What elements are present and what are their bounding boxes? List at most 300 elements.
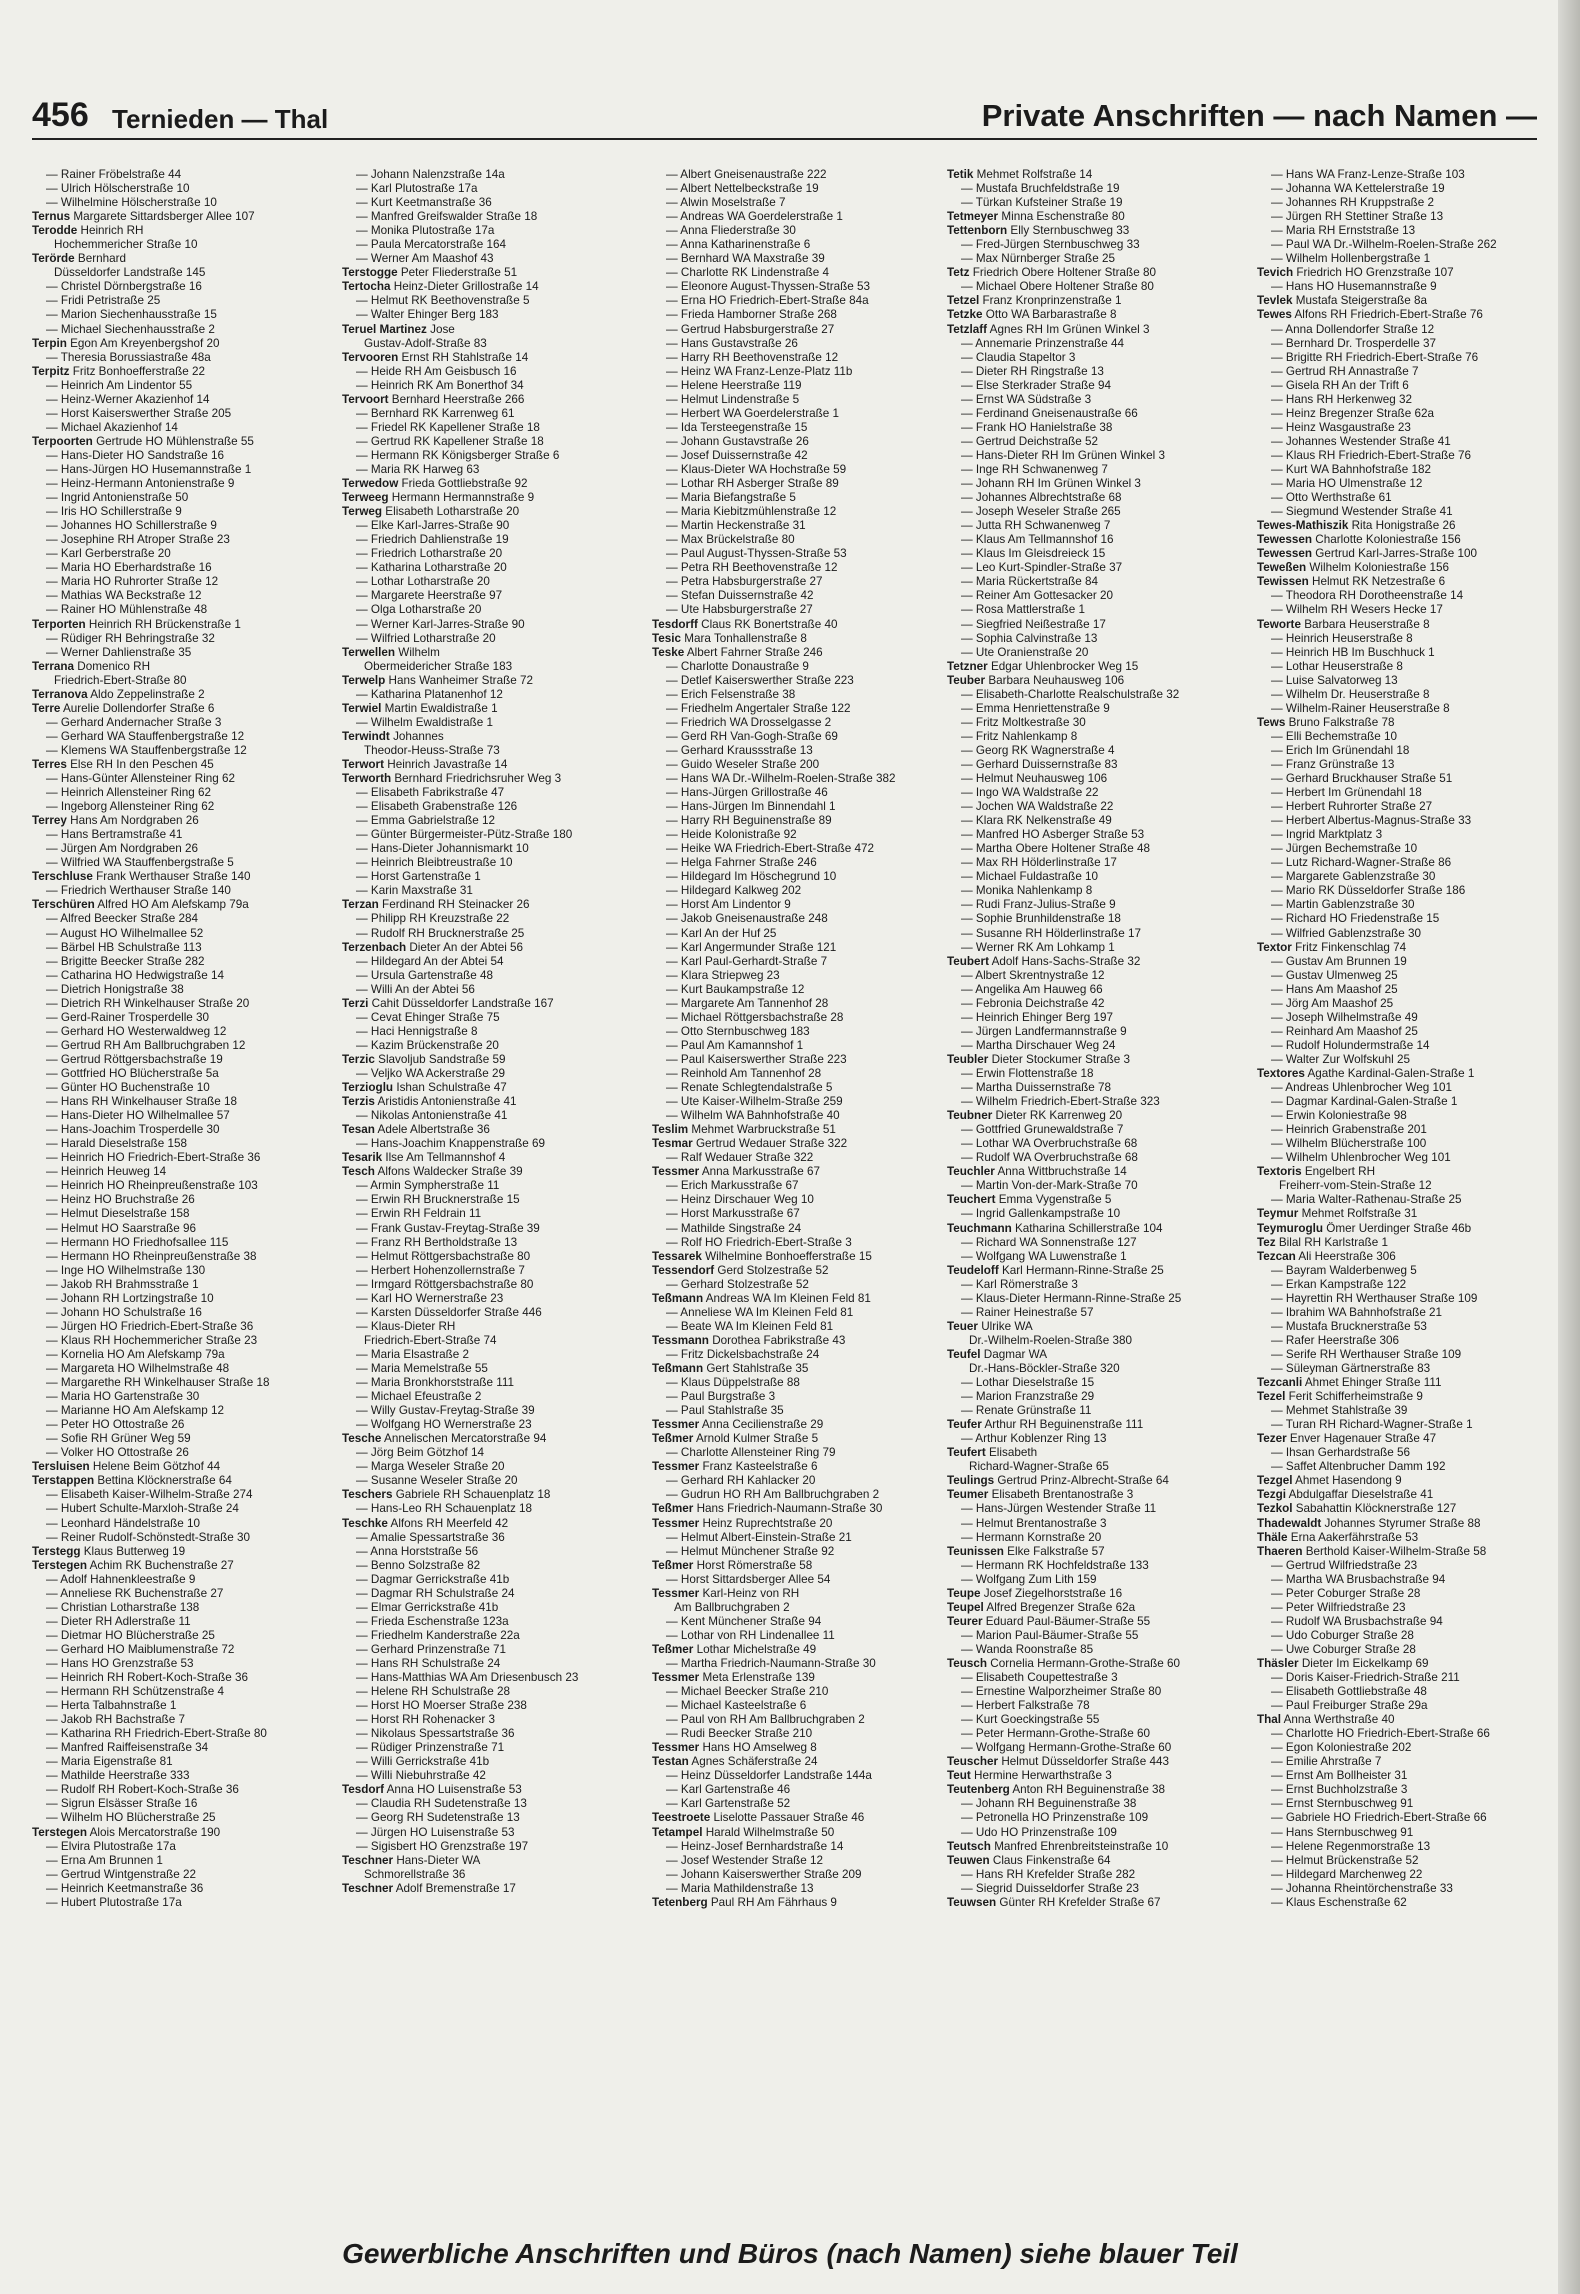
directory-entry: — Willi Niebuhrstraße 42	[356, 1769, 486, 1783]
directory-entry: — Walter Zur Wolfskuhl 25	[1271, 1052, 1410, 1066]
directory-entry: Tewes-Mathiszik Rita Honigstraße 26	[1257, 519, 1456, 533]
directory-entry: — Gerd-Rainer Trosperdelle 30	[46, 1010, 210, 1024]
directory-entry: — Gisela RH An der Trift 6	[1271, 378, 1409, 392]
directory-entry: — Frank HO Hanielstraße 38	[961, 420, 1113, 434]
directory-entry: — Günter HO Buchenstraße 10	[46, 1081, 210, 1095]
directory-entry: — Wanda Roonstraße 85	[961, 1642, 1094, 1656]
directory-entry: — Paul Am Kamannshof 1	[666, 1038, 804, 1052]
directory-entry: — Cevat Ehinger Straße 75	[356, 1010, 500, 1024]
directory-entry: — Olga Lotharstraße 20	[356, 603, 482, 617]
directory-entry: Gustav-Adolf-Straße 83	[364, 336, 487, 350]
directory-entry: — Margarete Heerstraße 97	[356, 589, 503, 603]
directory-entry: — Ernestine Walporzheimer Straße 80	[961, 1685, 1162, 1699]
directory-entry: Tetik Mehmet Rolfstraße 14	[947, 168, 1093, 181]
directory-entry: Tessmer Meta Erlenstraße 139	[652, 1671, 815, 1685]
directory-entry: — Nikolaus Spessartstraße 36	[356, 1727, 515, 1741]
directory-entry: — Hans-Leo RH Schauenplatz 18	[356, 1502, 533, 1516]
directory-entry: — Maria Kiebitzmühlenstraße 12	[666, 505, 837, 519]
directory-entry: — Andreas WA Goerdelerstraße 1	[666, 210, 843, 224]
directory-entry: — Rüdiger RH Behringstraße 32	[46, 631, 215, 645]
directory-entry: Tez Bilal RH Karlstraße 1	[1257, 1235, 1388, 1249]
directory-entry: — Heinz-Josef Bernhardstraße 14	[666, 1839, 844, 1853]
directory-entry: — Ute Habsburgerstraße 27	[666, 603, 813, 617]
directory-entry: — Hans-Joachim Knappenstraße 69	[356, 1137, 546, 1151]
directory-entry: Terstegen Alois Mercatorstraße 190	[32, 1825, 221, 1839]
directory-entry: Tetzel Franz Kronprinzenstraße 1	[947, 294, 1122, 308]
directory-entry: — Susanne RH Hölderlinstraße 17	[961, 926, 1141, 940]
directory-entry: — Erwin RH Feldrain 11	[356, 1207, 482, 1221]
directory-entry: — Ralf Wedauer Straße 322	[666, 1151, 814, 1165]
directory-entry: — Martha Friedrich-Naumann-Straße 30	[666, 1656, 876, 1670]
directory-entry: — Elisabeth-Charlotte Realschulstraße 32	[961, 687, 1180, 701]
directory-entry: — Elisabeth Gottliebstraße 48	[1271, 1685, 1427, 1699]
directory-entry: — Jochen WA Waldstraße 22	[961, 800, 1114, 814]
page-header	[32, 96, 1537, 140]
directory-entry: — Erich Felsenstraße 38	[666, 687, 796, 701]
directory-entry: — Egon Koloniestraße 202	[1271, 1741, 1412, 1755]
directory-entry: Terworth Bernhard Friedrichsruher Weg 3	[342, 772, 562, 786]
directory-entry: — Irmgard Röttgersbachstraße 80	[356, 1277, 534, 1291]
directory-entry: — Herbert Albertus-Magnus-Straße 33	[1271, 814, 1472, 828]
directory-entry: — Amalie Spessartstraße 36	[356, 1530, 505, 1544]
directory-entry: — Hans HO Grenzstraße 53	[46, 1656, 194, 1670]
directory-entry: — Dietmar HO Blücherstraße 25	[46, 1628, 215, 1642]
directory-entry: Düsseldorfer Landstraße 145	[54, 266, 206, 280]
directory-entry: — Heinz HO Bruchstraße 26	[46, 1193, 195, 1207]
directory-entry: — Margareta HO Wilhelmstraße 48	[46, 1361, 230, 1375]
directory-entry: Tesan Adele Albertstraße 36	[342, 1123, 490, 1137]
directory-entry: Textores Agathe Kardinal-Galen-Straße 1	[1257, 1067, 1475, 1080]
directory-entry: Teßmer Horst Römerstraße 58	[652, 1558, 813, 1572]
directory-entry: — Maria Memelstraße 55	[356, 1361, 488, 1375]
directory-entry: Teufel Dagmar WA	[947, 1347, 1048, 1361]
directory-entry: — Franz Grünstraße 13	[1271, 757, 1395, 771]
directory-entry: — Werner Karl-Jarres-Straße 90	[356, 617, 525, 631]
directory-entry: — Dieter RH Ringstraße 13	[961, 364, 1104, 378]
directory-entry: — Maria Bronkhorststraße 111	[356, 1376, 515, 1390]
directory-entry: — Friedrich Dahlienstraße 19	[356, 533, 509, 547]
directory-entry: — Brigitte Beecker Straße 282	[46, 954, 205, 968]
directory-entry: — Hans Gustavstraße 26	[666, 336, 798, 350]
directory-entry: Tetzner Edgar Uhlenbrocker Weg 15	[947, 659, 1139, 673]
directory-entry: — Fred-Jürgen Sternbuschweg 33	[961, 238, 1140, 252]
directory-entry: — Helmut Röttgersbachstraße 80	[356, 1249, 531, 1263]
directory-entry: — Friedrich Lotharstraße 20	[356, 547, 503, 561]
directory-entry: — Kurt WA Bahnhofstraße 182	[1271, 462, 1432, 476]
directory-entry: Terwelp Hans Wanheimer Straße 72	[342, 673, 533, 687]
directory-entry: — Karl Plutostraße 17a	[356, 182, 478, 196]
directory-entry: — Heinrich RH Robert-Koch-Straße 36	[46, 1671, 249, 1685]
directory-entry: — Ernst Am Bollheister 31	[1271, 1769, 1408, 1783]
directory-entry: — Sophia Calvinstraße 13	[961, 631, 1098, 645]
directory-entry: — Rudi Beecker Straße 210	[666, 1727, 813, 1741]
directory-entry: Tezgi Abdulgaffar Dieselstraße 41	[1257, 1488, 1434, 1502]
directory-entry: — Maria HO Eberhardstraße 16	[46, 561, 212, 575]
directory-entry: — Jürgen Bechemstraße 10	[1271, 842, 1418, 856]
directory-entry: — Anna Fliederstraße 30	[666, 224, 796, 238]
directory-entry: — Erna HO Friedrich-Ebert-Straße 84a	[666, 294, 869, 308]
directory-entry: — Claudia RH Sudetenstraße 13	[356, 1797, 527, 1811]
directory-entry: — Leo Kurt-Spindler-Straße 37	[961, 561, 1123, 575]
directory-entry: — Harry RH Beguinenstraße 89	[666, 814, 832, 828]
directory-entry: — Süleyman Gärtnerstraße 83	[1271, 1361, 1431, 1375]
directory-entry: — Heinrich Allensteiner Ring 62	[46, 786, 212, 800]
directory-entry: Terstegg Klaus Butterweg 19	[32, 1544, 186, 1558]
directory-entry: — Margarethe RH Winkelhauser Straße 18	[46, 1376, 270, 1390]
directory-entry: — Georg RK Wagnerstraße 4	[961, 743, 1115, 757]
directory-entry: — Gerhard Bruckhauser Straße 51	[1271, 772, 1453, 786]
directory-entry: — Theodora RH Dorotheenstraße 14	[1271, 589, 1464, 603]
directory-entry: Am Ballbruchgraben 2	[674, 1600, 790, 1614]
directory-entry: — Martin Gablenzstraße 30	[1271, 898, 1415, 912]
directory-entry: — Rafer Heerstraße 306	[1271, 1333, 1399, 1347]
directory-entry: — Erkan Kampstraße 122	[1271, 1277, 1407, 1291]
directory-entry: Teufer Arthur RH Beguinenstraße 111	[947, 1418, 1144, 1432]
directory-entry: — Petra RH Beethovenstraße 12	[666, 561, 838, 575]
directory-entry: — Elli Bechemstraße 10	[1271, 729, 1398, 743]
directory-entry: — Wilhelm Dr. Heuserstraße 8	[1271, 687, 1430, 701]
directory-entry: — Dietrich Honigstraße 38	[46, 982, 184, 996]
directory-entry: — Max Nürnberger Straße 25	[961, 252, 1115, 266]
directory-entry: — Rudolf RH Brucknerstraße 25	[356, 926, 525, 940]
directory-entry: — Udo Coburger Straße 28	[1271, 1628, 1414, 1642]
directory-entry: — Paul Burgstraße 3	[666, 1390, 776, 1404]
directory-entry: — Johann RH Im Grünen Winkel 3	[961, 477, 1141, 491]
directory-entry: Terpin Egon Am Kreyenbergshof 20	[32, 336, 220, 350]
directory-entry: — Alwin Moselstraße 7	[666, 196, 786, 210]
directory-entry: — Horst Sittardsberger Allee 54	[666, 1572, 831, 1586]
directory-entry: Teutenberg Anton RH Beguinenstraße 38	[947, 1783, 1166, 1797]
directory-entry: — Elke Karl-Jarres-Straße 90	[356, 519, 510, 533]
directory-entry: — Hans RH Krefelder Straße 282	[961, 1867, 1136, 1881]
directory-entry: — Klaus Im Gleisdreieck 15	[961, 547, 1106, 561]
directory-entry: — Klaus-Dieter WA Hochstraße 59	[666, 462, 847, 476]
directory-entry: — Rudolf Holundermstraße 14	[1271, 1038, 1430, 1052]
directory-entry: — Gertrud Habsburgerstraße 27	[666, 322, 835, 336]
directory-entry: — Marga Weseler Straße 20	[356, 1460, 505, 1474]
directory-entry: Teumer Elisabeth Brentanostraße 3	[947, 1488, 1134, 1502]
directory-entry: Teuwsen Günter RH Krefelder Straße 67	[947, 1895, 1161, 1909]
directory-entry: — Reinhard Am Maashof 25	[1271, 1024, 1418, 1038]
directory-entry: — Adolf Hahnenkleestraße 9	[46, 1572, 196, 1586]
directory-entry: Theodor-Heuss-Straße 73	[364, 743, 500, 757]
directory-entry: — Klaus RH Hochemmericher Straße 23	[46, 1333, 258, 1347]
directory-entry: — Angelika Am Hauweg 66	[961, 982, 1103, 996]
directory-entry: — Emma Gabrielstraße 12	[356, 814, 495, 828]
directory-entry: — Siegrid Duisseldorfer Straße 23	[961, 1881, 1139, 1895]
directory-entry: — Sigisbert HO Grenzstraße 197	[356, 1839, 529, 1853]
directory-entry: — Elisabeth Fabrikstraße 47	[356, 786, 505, 800]
directory-entry: — Maria Eigenstraße 81	[46, 1755, 173, 1769]
directory-entry: — Erwin Flottenstraße 18	[961, 1067, 1094, 1080]
directory-entry: Tetenberg Paul RH Am Fährhaus 9	[652, 1895, 837, 1909]
directory-entry: — Ibrahim WA Bahnhofstraße 21	[1271, 1305, 1443, 1319]
directory-entry: Terzioglu Ishan Schulstraße 47	[342, 1081, 507, 1095]
directory-entry: — Gertrud RH Annastraße 7	[1271, 364, 1419, 378]
directory-entry: Tezer Enver Hagenauer Straße 47	[1257, 1432, 1437, 1446]
directory-entry: — Heinrich HO Friedrich-Ebert-Straße 36	[46, 1151, 261, 1165]
directory-entry: — Paul Kaiserswerther Straße 223	[666, 1052, 847, 1066]
directory-entry: — Lothar Heuserstraße 8	[1271, 659, 1403, 673]
directory-entry: — Gerhard Prinzenstraße 71	[356, 1642, 507, 1656]
directory-entry: — Heinz Dirschauer Weg 10	[666, 1193, 814, 1207]
directory-entry: — Hans-Dieter Johannismarkt 10	[356, 842, 529, 856]
directory-entry: — Else Sterkrader Straße 94	[961, 378, 1112, 392]
directory-entry: — Hubert Schulte-Marxloh-Straße 24	[46, 1502, 239, 1516]
directory-entry: — Marion Paul-Bäumer-Straße 55	[961, 1628, 1139, 1642]
directory-entry: — Hans-Jürgen Westender Straße 11	[961, 1502, 1157, 1516]
directory-entry: Teworte Barbara Heuserstraße 8	[1257, 617, 1430, 631]
directory-entry: — Türkan Kufsteiner Straße 19	[961, 196, 1123, 210]
directory-entry: Teschner Hans-Dieter WA	[342, 1853, 481, 1867]
directory-entry: Tesic Mara Tonhallenstraße 8	[652, 631, 807, 645]
directory-entry: Tevlek Mustafa Steigerstraße 8a	[1257, 294, 1428, 308]
directory-entry: — Mustafa Brucknerstraße 53	[1271, 1319, 1427, 1333]
directory-entry: — Ingrid Gallenkampstraße 10	[961, 1207, 1121, 1221]
directory-entry: — Franz RH Bertholdstraße 13	[356, 1235, 518, 1249]
directory-entry: — Johannes Albrechtstraße 68	[961, 491, 1122, 505]
directory-entry: — Karl Römerstraße 3	[961, 1277, 1078, 1291]
directory-entry: Teestroete Liselotte Passauer Straße 46	[652, 1811, 865, 1825]
directory-entry: — Helmut Brentanostraße 3	[961, 1516, 1107, 1530]
directory-entry: — Klaus RH Friedrich-Ebert-Straße 76	[1271, 448, 1472, 462]
directory-entry: Teubert Adolf Hans-Sachs-Straße 32	[947, 954, 1141, 968]
directory-entry: Tezcanli Ahmet Ehinger Straße 111	[1257, 1376, 1442, 1390]
directory-entry: — Friedhelm Kanderstraße 22a	[356, 1628, 520, 1642]
directory-entry: — Iris HO Schillerstraße 9	[46, 505, 182, 519]
directory-entry: — Wilhelm HO Blücherstraße 25	[46, 1811, 216, 1825]
directory-entry: — Wilfried WA Stauffenbergstraße 5	[46, 856, 234, 870]
directory-entry: — Josef Westender Straße 12	[666, 1853, 823, 1867]
directory-entry: Terstogge Peter Fliederstraße 51	[342, 266, 518, 280]
directory-entry: — Erich Markusstraße 67	[666, 1179, 799, 1193]
directory-entry: — Beate WA Im Kleinen Feld 81	[666, 1319, 834, 1333]
directory-entry: — Wilhelm Friedrich-Ebert-Straße 323	[961, 1095, 1160, 1109]
directory-entry: — Heinrich Grabenstraße 201	[1271, 1123, 1427, 1137]
directory-entry: — Serife RH Werthauser Straße 109	[1271, 1347, 1462, 1361]
directory-entry: Teymur Mehmet Rolfstraße 31	[1257, 1207, 1418, 1221]
directory-entry: — Hans Sternbuschweg 91	[1271, 1825, 1414, 1839]
directory-entry: Dr.-Wilhelm-Roelen-Straße 380	[969, 1333, 1133, 1347]
directory-entry: — Martha Dirschauer Weg 24	[961, 1038, 1116, 1052]
directory-entry: — Jürgen Am Nordgraben 26	[46, 842, 199, 856]
directory-entry: — Mustafa Bruchfeldstraße 19	[961, 182, 1120, 196]
directory-entry: — Martin Heckenstraße 31	[666, 519, 806, 533]
directory-entry: — Mathilde Heerstraße 333	[46, 1769, 190, 1783]
directory-entry: — Fritz Moltkestraße 30	[961, 715, 1086, 729]
directory-entry: — Hermann RK Hochfeldstraße 133	[961, 1558, 1149, 1572]
directory-entry: Tetmeyer Minna Eschenstraße 80	[947, 210, 1125, 224]
directory-entry: Teuscher Helmut Düsseldorfer Straße 443	[947, 1755, 1169, 1769]
directory-entry: — Ingrid Antonienstraße 50	[46, 491, 189, 505]
directory-entry: — Maria RK Harweg 63	[356, 462, 480, 476]
directory-entry: Terschluse Frank Werthauser Straße 140	[32, 870, 251, 884]
directory-entry: — Karl An der Huf 25	[666, 926, 777, 940]
directory-entry: — Michael Siechenhausstraße 2	[46, 322, 215, 336]
directory-entry: Teschers Gabriele RH Schauenplatz 18	[342, 1488, 551, 1502]
directory-entry: Tessmer Karl-Heinz von RH	[652, 1586, 800, 1600]
directory-entry: — Wolfgang HO Wernerstraße 23	[356, 1418, 532, 1432]
directory-entry: — Karl Paul-Gerhardt-Straße 7	[666, 954, 828, 968]
directory-entry: Teubner Dieter RK Karrenweg 20	[947, 1109, 1123, 1123]
directory-entry: — Margarete Am Tannenhof 28	[666, 996, 829, 1010]
directory-entry: — Richard WA Sonnenstraße 127	[961, 1235, 1137, 1249]
directory-entry: Thäsler Dieter Im Eickelkamp 69	[1257, 1656, 1429, 1670]
directory-entry: Testan Agnes Schäferstraße 24	[652, 1755, 818, 1769]
directory-entry: Teymuroglu Ömer Uerdinger Straße 46b	[1257, 1221, 1472, 1235]
directory-entry: — Jürgen HO Luisenstraße 53	[356, 1825, 515, 1839]
directory-entry: — Heinrich Heuweg 14	[46, 1165, 167, 1179]
directory-entry: — Rainer Fröbelstraße 44	[46, 168, 182, 181]
directory-entry: — Erich Im Grünendahl 18	[1271, 743, 1410, 757]
directory-entry: — Charlotte Allensteiner Ring 79	[666, 1446, 836, 1460]
directory-entry: — Michael Beecker Straße 210	[666, 1685, 829, 1699]
directory-entry: — Herbert Falkstraße 78	[961, 1699, 1090, 1713]
directory-entry: Terre Aurelie Dollendorfer Straße 6	[32, 701, 215, 715]
directory-entry: — Horst Gartenstraße 1	[356, 870, 481, 884]
directory-entry: Teunissen Elke Falkstraße 57	[947, 1544, 1105, 1558]
directory-entry: — Johann RH Beguinenstraße 38	[961, 1797, 1137, 1811]
directory-entry: — Lutz Richard-Wagner-Straße 86	[1271, 856, 1452, 870]
directory-entry: — Hans RH Winkelhauser Straße 18	[46, 1095, 237, 1109]
directory-entry: — Doris Kaiser-Friedrich-Straße 211	[1271, 1671, 1460, 1685]
directory-entry: — Gerd RH Van-Gogh-Straße 69	[666, 729, 838, 743]
directory-entry: — Willy Gustav-Freytag-Straße 39	[356, 1404, 535, 1418]
directory-entry: — Maria Biefangstraße 5	[666, 491, 796, 505]
directory-entry: — Wolfgang Hermann-Grothe-Straße 60	[961, 1741, 1172, 1755]
directory-entry: Friedrich-Ebert-Straße 74	[364, 1333, 497, 1347]
directory-entry: — Otto Sternbuschweg 183	[666, 1024, 810, 1038]
directory-entry: — Charlotte Donaustraße 9	[666, 659, 809, 673]
directory-entry: Terzi Cahit Düsseldorfer Landstraße 167	[342, 996, 554, 1010]
directory-entry: — Ingo WA Waldstraße 22	[961, 786, 1099, 800]
directory-entry: Richard-Wagner-Straße 65	[969, 1460, 1109, 1474]
directory-entry: — Katharina Lotharstraße 20	[356, 561, 507, 575]
directory-entry: — Hans Am Maashof 25	[1271, 982, 1398, 996]
directory-entry: Tezcan Ali Heerstraße 306	[1257, 1249, 1396, 1263]
directory-entry: — Bayram Walderbenweg 5	[1271, 1263, 1417, 1277]
directory-entry: — Klaus Düppelstraße 88	[666, 1376, 800, 1390]
directory-entry: — Monika Nahlenkamp 8	[961, 884, 1093, 898]
directory-entry: Teschner Adolf Bremenstraße 17	[342, 1881, 516, 1895]
directory-entry: — Gustav Am Brunnen 19	[1271, 954, 1407, 968]
directory-entry: — Michael Efeustraße 2	[356, 1390, 482, 1404]
directory-entry: — Hermann HO Friedhofsallee 115	[46, 1235, 229, 1249]
directory-entry: — Wilhelm RH Wesers Hecke 17	[1271, 603, 1443, 617]
directory-entry: Textoris Engelbert RH	[1257, 1165, 1376, 1179]
directory-entry: Thal Anna Werthstraße 40	[1257, 1713, 1395, 1727]
directory-entry: — Anneliese RK Buchenstraße 27	[46, 1586, 224, 1600]
directory-entry: — Helene RH Schulstraße 28	[356, 1685, 510, 1699]
directory-entry: — Gerhard HO Maiblumenstraße 72	[46, 1642, 235, 1656]
directory-entry: — Gertrud Wilfriedstraße 23	[1271, 1558, 1418, 1572]
directory-entry: Tessmer Franz Kasteelstraße 6	[652, 1460, 818, 1474]
directory-entry: — Inge RH Schwanenweg 7	[961, 462, 1108, 476]
directory-entry: — Lothar WA Overbruchstraße 68	[961, 1137, 1138, 1151]
directory-entry: Teufert Elisabeth	[947, 1446, 1038, 1460]
directory-entry: — Helene Regenmorstraße 13	[1271, 1839, 1431, 1853]
directory-entry: Teßmer Lothar Michelstraße 49	[652, 1642, 817, 1656]
directory-entry: — Mathias WA Beckstraße 12	[46, 589, 202, 603]
directory-entry: Teschke Alfons RH Meerfeld 42	[342, 1516, 509, 1530]
directory-entry: — Harry RH Beethovenstraße 12	[666, 350, 839, 364]
directory-entry: — Frieda Eschenstraße 123a	[356, 1614, 509, 1628]
directory-entry: Teßmer Hans Friedrich-Naumann-Straße 30	[652, 1502, 883, 1516]
directory-entry: — Helene Heerstraße 119	[666, 378, 802, 392]
directory-entry: — Hans-Dieter HO Sandstraße 16	[46, 448, 224, 462]
directory-entry: Terweg Elisabeth Lotharstraße 20	[342, 505, 520, 519]
column-3	[652, 168, 960, 2188]
directory-entry: — Ulrich Hölscherstraße 10	[46, 182, 190, 196]
directory-entry: — Fritz Nahlenkamp 8	[961, 729, 1078, 743]
directory-entry: — Friedel RK Kapellener Straße 18	[356, 420, 540, 434]
directory-entry: Teusch Cornelia Hermann-Grothe-Straße 60	[947, 1656, 1180, 1670]
column-2	[342, 168, 650, 2188]
directory-entry: — Heinrich Keetmanstraße 36	[46, 1881, 204, 1895]
directory-entry: — Hans-Joachim Trosperdelle 30	[46, 1123, 220, 1137]
directory-entry: — Herbert Ruhrorter Straße 27	[1271, 800, 1433, 814]
directory-entry: — Rosa Mattlerstraße 1	[961, 603, 1086, 617]
directory-entry: — Frank Gustav-Freytag-Straße 39	[356, 1221, 540, 1235]
directory-entry: — Hildegard Kalkweg 202	[666, 884, 802, 898]
directory-entry: — Bernhard RK Karrenweg 61	[356, 406, 515, 420]
directory-entry: — Friedrich Werthauser Straße 140	[46, 884, 231, 898]
directory-entry: — Hans-Günter Allensteiner Ring 62	[46, 772, 236, 786]
directory-entry: — Michael Fuldastraße 10	[961, 870, 1099, 884]
directory-entry: — Heinrich Ehinger Berg 197	[961, 1010, 1114, 1024]
directory-entry: Terstegen Achim RK Buchenstraße 27	[32, 1558, 234, 1572]
page-range-title: Ternieden — Thal	[112, 104, 329, 134]
directory-entry: — Elisabeth Kaiser-Wilhelm-Straße 274	[46, 1488, 253, 1502]
directory-entry: — Marion Franzstraße 29	[961, 1390, 1095, 1404]
directory-entry: — Rainer HO Mühlenstraße 48	[46, 603, 208, 617]
directory-entry: Tessmer Heinz Ruprechtstraße 20	[652, 1516, 833, 1530]
directory-entry: Terpitz Fritz Bonhoefferstraße 22	[32, 364, 206, 378]
directory-entry: — Renate Schlegtendalstraße 5	[666, 1081, 833, 1095]
directory-entry: — Johanna WA Kettelerstraße 19	[1271, 182, 1445, 196]
directory-entry: Terstappen Bettina Klöcknerstraße 64	[32, 1474, 232, 1488]
directory-entry: — Bernhard WA Maxstraße 39	[666, 252, 825, 266]
directory-entry: Terrana Domenico RH	[32, 659, 151, 673]
directory-entry: — Joseph Weseler Straße 265	[961, 505, 1121, 519]
directory-entry: Terzan Ferdinand RH Steinacker 26	[342, 898, 530, 912]
directory-entry: Terpoorten Gertrude HO Mühlenstraße 55	[32, 434, 254, 448]
directory-entry: — Heinz Düsseldorfer Landstraße 144a	[666, 1769, 872, 1783]
directory-entry: — Detlef Kaiserswerther Straße 223	[666, 673, 854, 687]
directory-entry: — Hildegard Im Höschegrund 10	[666, 870, 837, 884]
directory-entry: — Philipp RH Kreuzstraße 22	[356, 912, 510, 926]
directory-entry: — Leonhard Händelstraße 10	[46, 1516, 200, 1530]
directory-entry: Tettenborn Elly Sternbuschweg 33	[947, 224, 1130, 238]
directory-entry: — Heinrich Heuserstraße 8	[1271, 631, 1413, 645]
directory-entry: — Lothar Dieselstraße 15	[961, 1376, 1095, 1390]
directory-entry: — Johannes RH Kruppstraße 2	[1271, 196, 1435, 210]
directory-entry: — Monika Plutostraße 17a	[356, 224, 495, 238]
directory-entry: — Wolfgang Zum Lith 159	[961, 1572, 1097, 1586]
directory-entry: — Heinrich HO Rheinpreußenstraße 103	[46, 1179, 258, 1193]
directory-entry: — Siegmund Westender Straße 41	[1271, 505, 1453, 519]
directory-entry: — Georg RH Sudetenstraße 13	[356, 1811, 520, 1825]
directory-entry: — Gertrud RK Kapellener Straße 18	[356, 434, 544, 448]
directory-entry: Terzic Slavoljub Sandstraße 59	[342, 1052, 506, 1066]
directory-entry: — Horst Markusstraße 67	[666, 1207, 800, 1221]
directory-entry: — Ernst WA Südstraße 3	[961, 392, 1092, 406]
directory-entry: — Manfred Greifswalder Straße 18	[356, 210, 538, 224]
directory-entry: — Lothar von RH Lindenallee 11	[666, 1628, 835, 1642]
directory-entry: — Paul Stahlstraße 35	[666, 1404, 784, 1418]
directory-entry: Teuchler Anna Wittbruchstraße 14	[947, 1165, 1127, 1179]
directory-entry: Terwedow Frieda Gottliebstraße 92	[342, 477, 528, 491]
